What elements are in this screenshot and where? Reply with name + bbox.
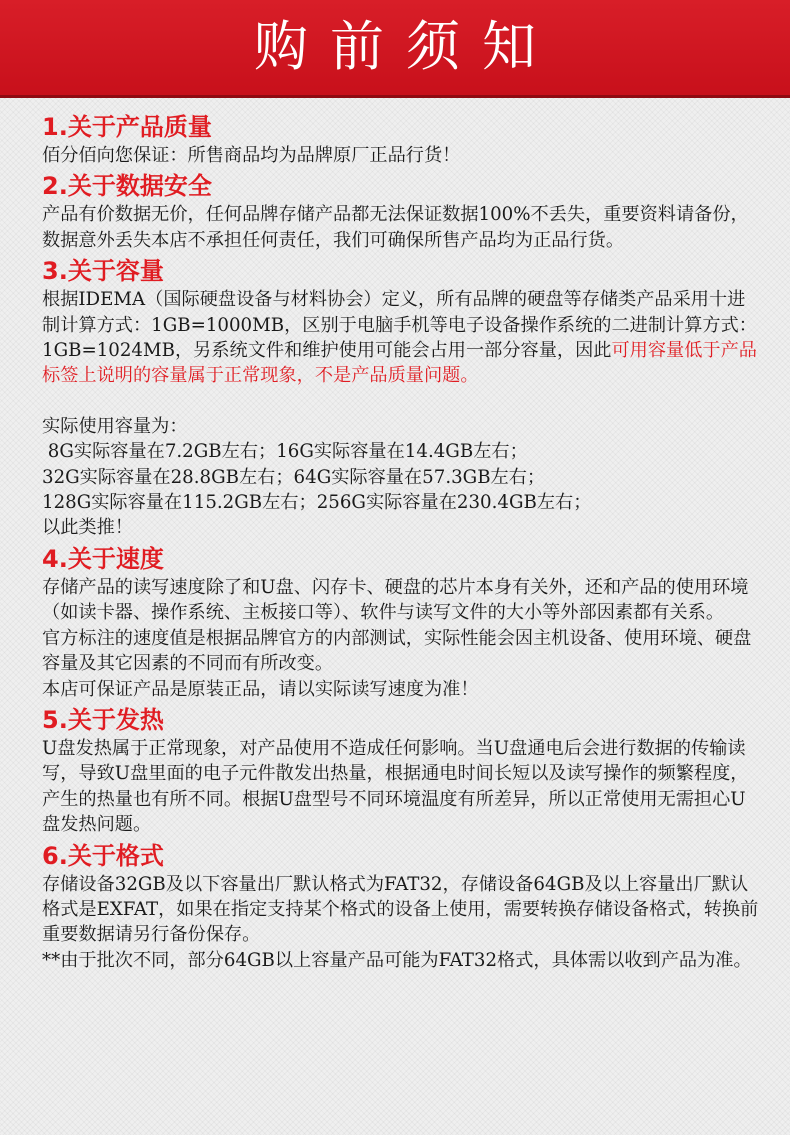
section-paragraph: 存储产品的读写速度除了和U盘、闪存卡、硬盘的芯片本身有关外，还和产品的使用环境（如读卡器、操作系统、主板接口等）、软件与读写文件的大小等外部因素都有关系。 — [42, 576, 749, 624]
section-paragraph: 存储设备32GB及以下容量出厂默认格式为FAT32，存储设备64GB及以上容量出厂默认格式是EXFAT，如果在指定支持某个格式的设备上使用，需要转换存储设备格式，转换前重要数据请另行备份保存。 — [42, 873, 759, 946]
section-heading: 2.关于数据安全 — [42, 172, 212, 201]
actual-capacity-title: 实际使用容量为： — [42, 415, 188, 437]
section-heading: 1.关于产品质量 — [42, 113, 212, 141]
page-title: 购前须知 — [254, 15, 558, 78]
section-speed — [42, 545, 760, 702]
section-paragraph — [42, 287, 760, 389]
spacer — [42, 389, 760, 414]
actual-capacity-line: 8G实际容量在7.2GB左右；16G实际容量在14.4GB左右； — [42, 441, 528, 463]
section-paragraph: 产品有价数据无价，任何品牌存储产品都无法保证数据100%不丢失，重要资料请备份，数据意外丢失本店不承担任何责任，我们可确保所售产品均为正品行货。 — [42, 204, 749, 251]
section-paragraph: 官方标注的速度值是根据品牌官方的内部测试，实际性能会因主机设备、使用环境、硬盘容量及其它因素的不同而有所改变。 — [42, 627, 752, 675]
section-paragraph: U盘发热属于正常现象，对产品使用不造成任何影响。当U盘通电后会进行数据的传输读写，导致U盘里面的电子元件散发出热量，根据通电时间长短以及读写操作的频繁程度，产生的热量也有所不同。根据U盘型号不同环境温度有所差异，所以正常使用无需担心U盘发热问题。 — [42, 737, 749, 836]
section-paragraph: **由于批次不同，部分64GB以上容量产品可能为FAT32格式，具体需以收到产品为准。 — [42, 949, 752, 971]
actual-capacity-list — [42, 414, 760, 541]
section-format — [42, 842, 760, 974]
section-data-safety — [42, 172, 760, 253]
section-product-quality — [42, 113, 760, 168]
actual-capacity-line: 32G实际容量在28.8GB左右；64G实际容量在57.3GB左右； — [42, 466, 546, 488]
actual-capacity-line: 128G实际容量在115.2GB左右；256G实际容量在230.4GB左右； — [42, 492, 592, 514]
section-heading: 6.关于格式 — [42, 841, 164, 870]
capacity-explanation: 根据IDEMA（国际硬盘设备与材料协会）定义，所有品牌的硬盘等存储类产品采用十进制计算方式：1GB=1000MB，区别于电脑手机等电子设备操作系统的二进制计算方式：1GB=1024MB，另系统文件和维护使用可能会占用一部分容量，因此 — [42, 289, 757, 362]
header-banner — [0, 0, 790, 98]
section-paragraph: 本店可保证产品是原装正品，请以实际读写速度为准！ — [42, 678, 479, 700]
capacity-highlight-note: 可用容量低于产品标签上说明的容量属于正常现象，不是产品质量问题。 — [42, 340, 757, 387]
section-capacity — [42, 257, 760, 541]
section-heading: 5.关于发热 — [42, 705, 164, 734]
notice-content — [42, 113, 760, 977]
section-heading: 3.关于容量 — [42, 257, 164, 286]
actual-capacity-line: 以此类推！ — [42, 517, 133, 539]
section-heading: 4.关于速度 — [42, 544, 164, 573]
section-paragraph: 佰分佰向您保证：所售商品均为品牌原厂正品行货！ — [42, 145, 461, 166]
section-heat — [42, 706, 760, 838]
